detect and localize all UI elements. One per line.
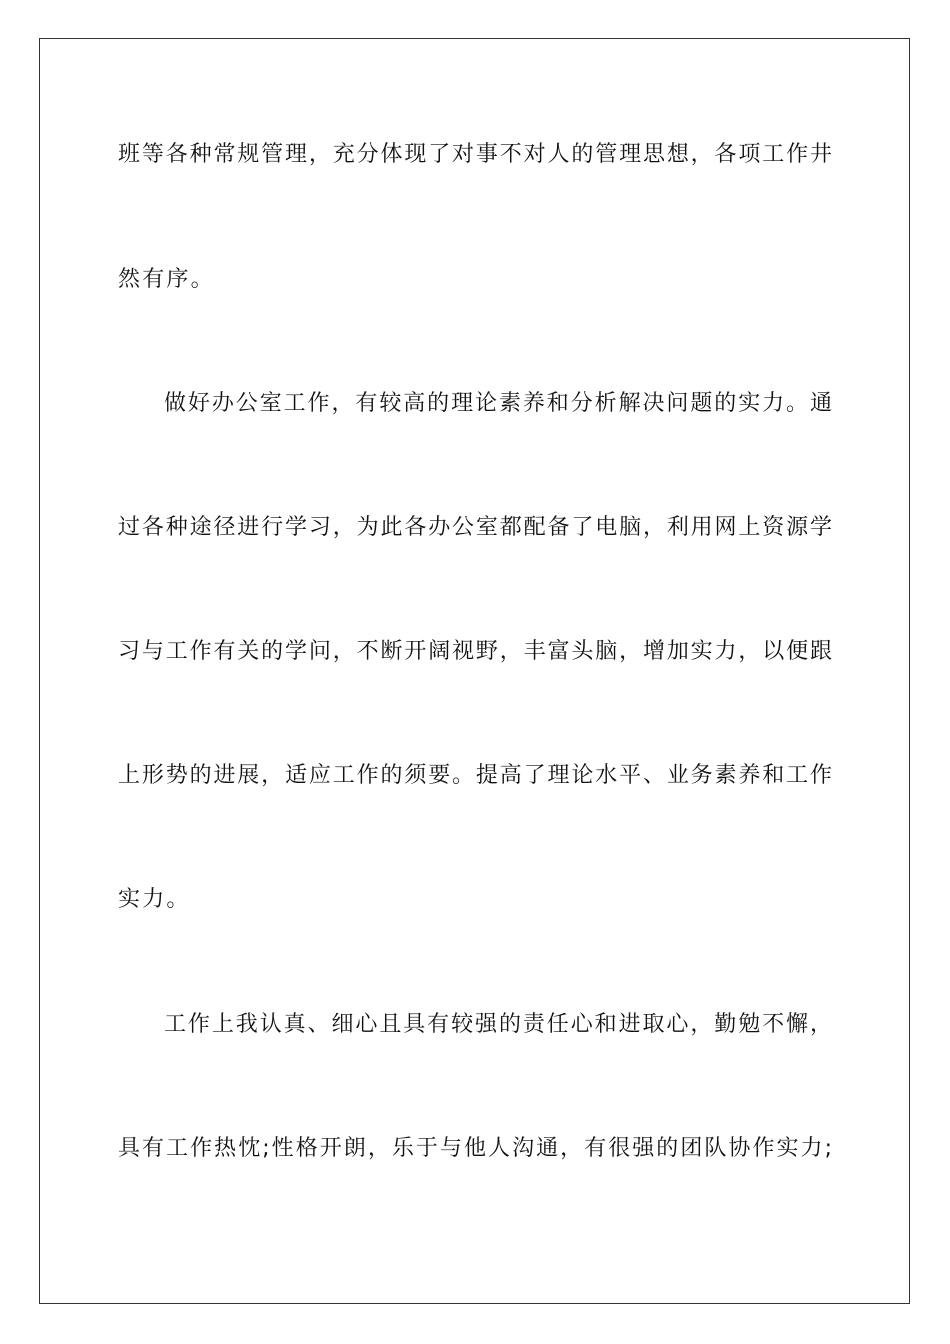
text-line-4: 过各种途径进行学习，为此各办公室都配备了电脑，利用网上资源学 bbox=[118, 515, 832, 540]
text-line-7: 实力。 bbox=[118, 887, 191, 912]
text-line-6: 上形势的进展，适应工作的须要。提高了理论水平、业务素养和工作 bbox=[118, 763, 832, 788]
text-line-9: 具有工作热忱;性格开朗，乐于与他人沟通，有很强的团队协作实力; bbox=[118, 1136, 832, 1161]
text-line-3: 做好办公室工作，有较高的理论素养和分析解决问题的实力。通 bbox=[164, 391, 832, 416]
page-border bbox=[39, 38, 910, 1304]
text-line-5: 习与工作有关的学问，不断开阔视野，丰富头脑，增加实力，以便跟 bbox=[118, 639, 832, 664]
text-line-1: 班等各种常规管理，充分体现了对事不对人的管理思想，各项工作井 bbox=[118, 142, 832, 167]
text-line-8: 工作上我认真、细心且具有较强的责任心和进取心，勤勉不懈， bbox=[164, 1012, 832, 1037]
text-line-2: 然有序。 bbox=[118, 267, 215, 292]
